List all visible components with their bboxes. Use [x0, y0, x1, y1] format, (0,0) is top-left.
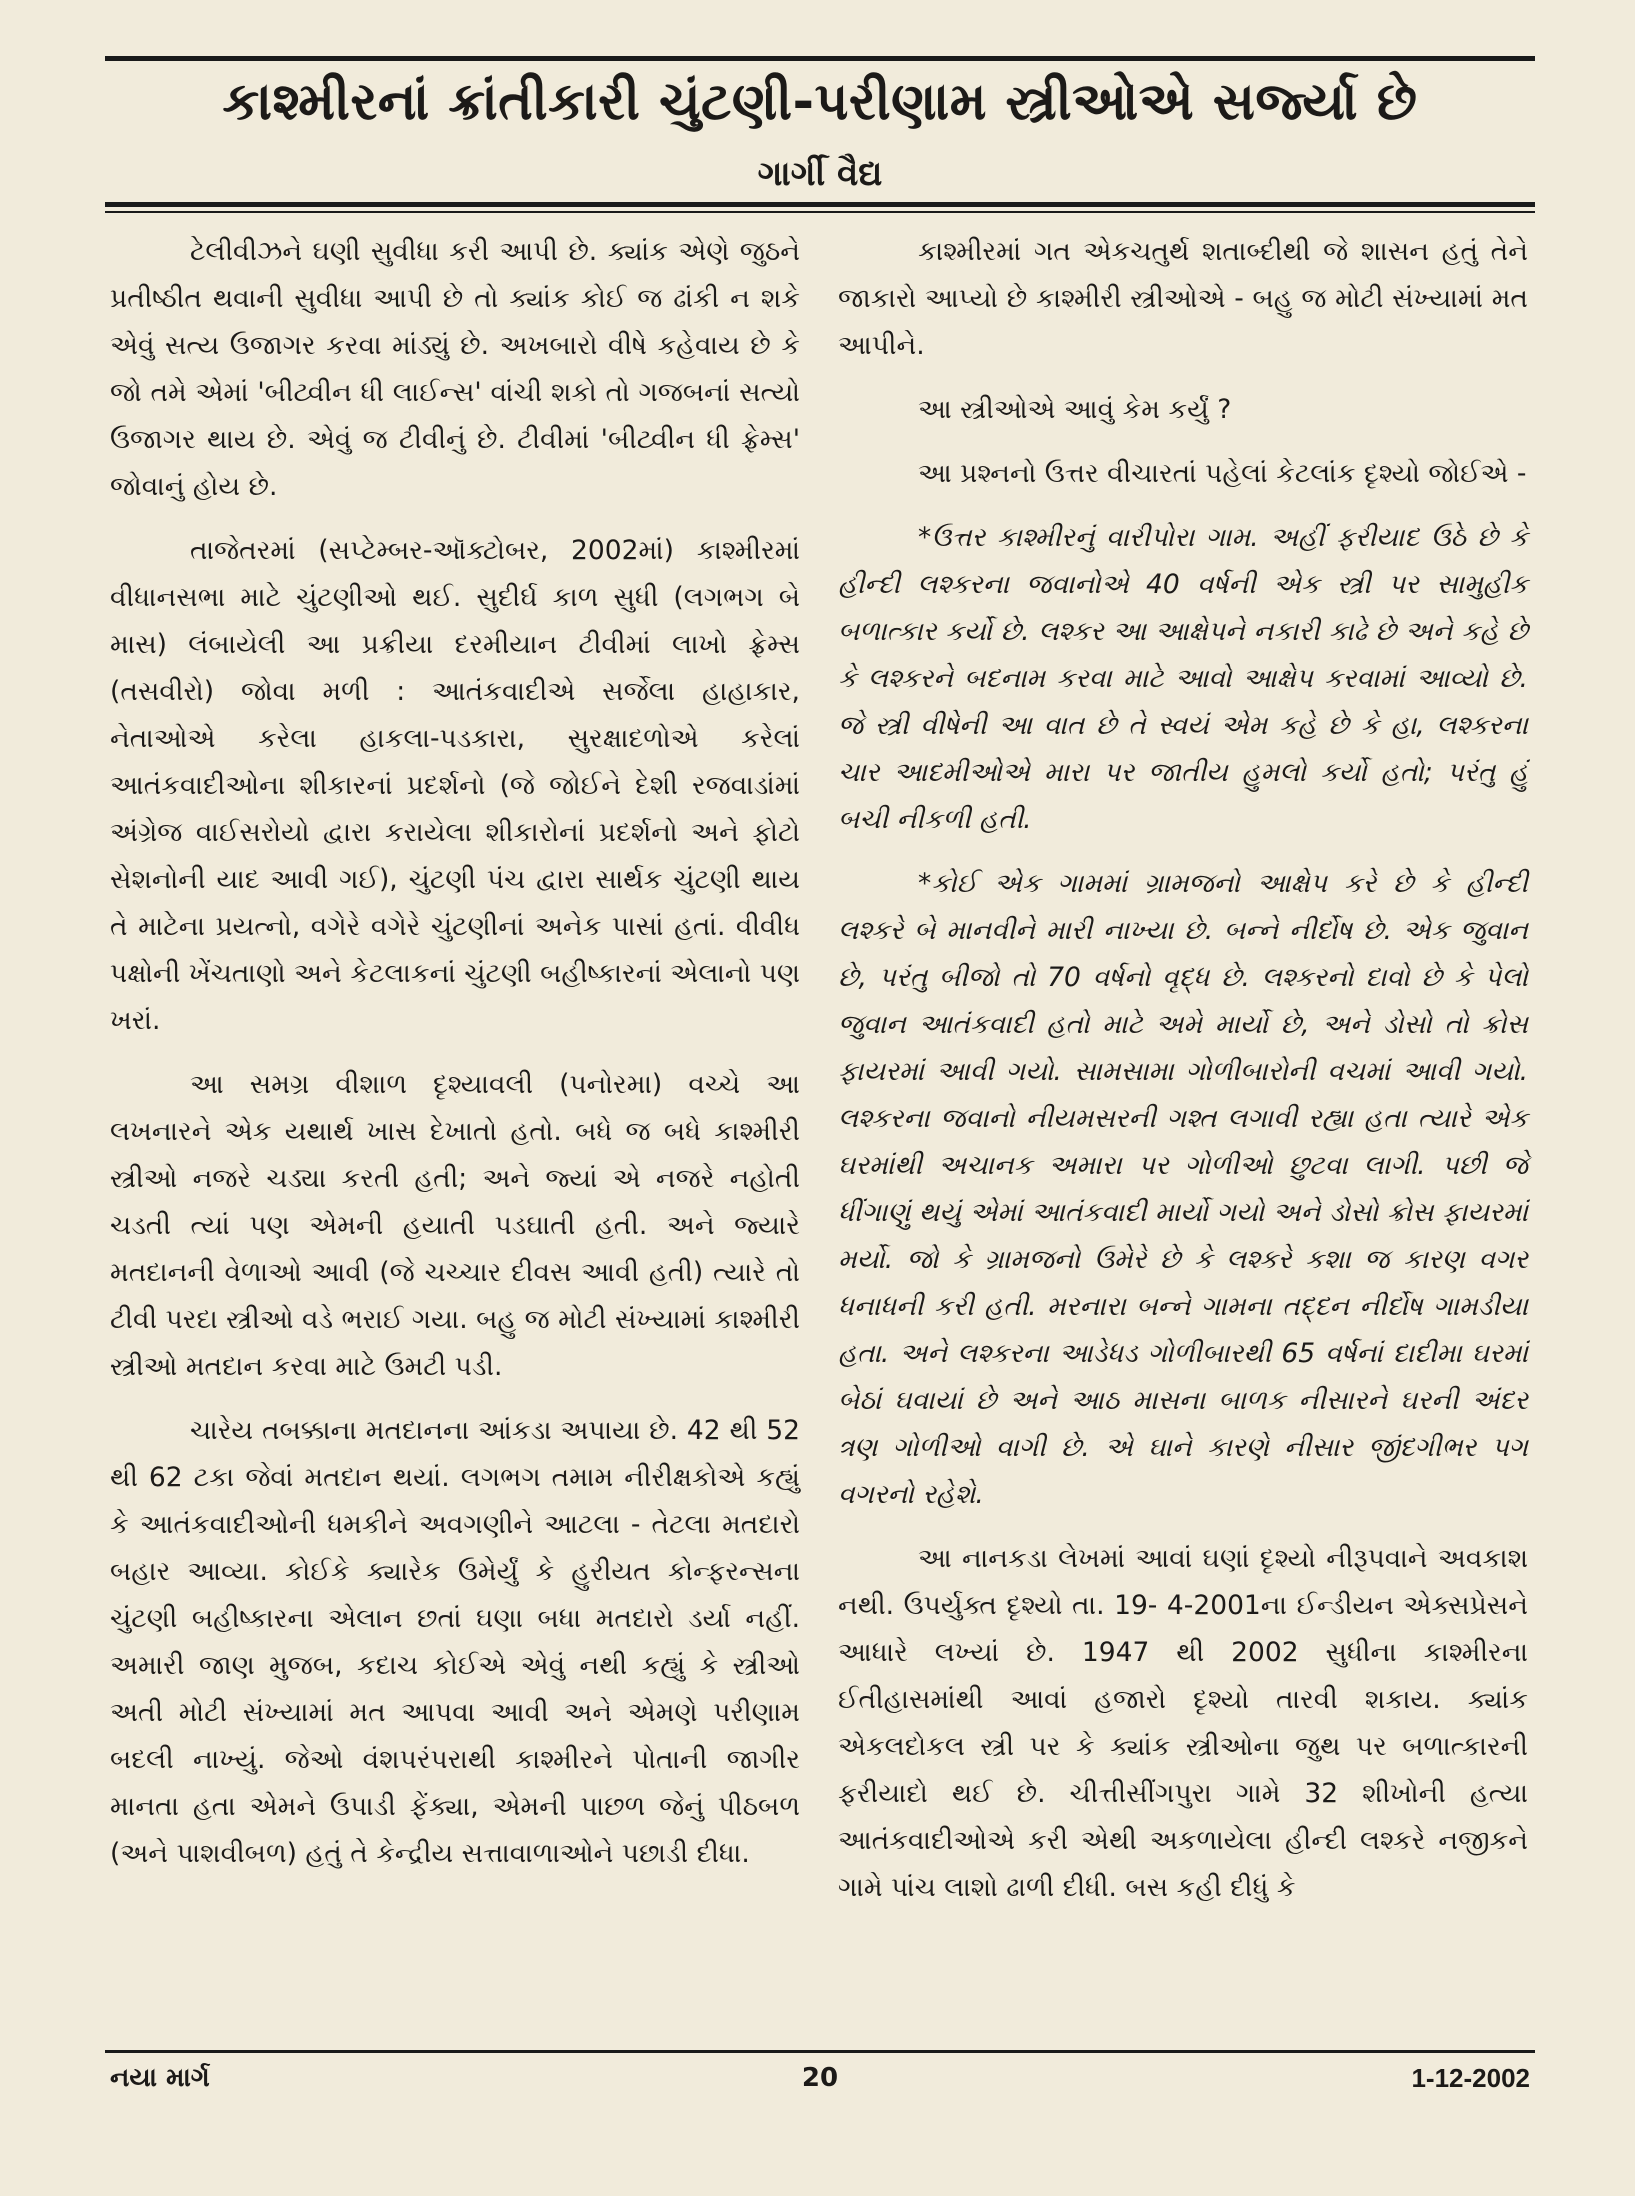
footer-date: 1-12-2002 [1411, 2063, 1530, 2093]
paragraph: ચારેય તબક્કાના મતદાનના આંકડા અપાયા છે. 42 થી 52 થી 62 ટકા જેવાં મતદાન થયાં. લગભગ તમામ નીરીક્ષકોએ કહ્યું કે આતંકવાદીઓની ધમકીને અવગણીને આટલા - તેટલા મતદારો બહાર આવ્યા. કોઈકે ક્યારેક ઉમેર્યું કે હુરીયત કોન્ફરન્સના ચુંટણી બહીષ્કારના એલાન છતાં ઘણા બધા મતદારો ડર્યા નહીં. અમારી જાણ મુજબ, કદાચ કોઈએ એવું નથી કહ્યું કે સ્ત્રીઓ અતી મોટી સંખ્યામાં મત આપવા આવી અને એમણે પરીણામ બદલી નાખ્યું. જેઓ વંશપરંપરાથી કાશ્મીરને પોતાની જાગીર માનતા હતા એમને ઉપાડી ફેંક્યા, એમની પાછળ જેનું પીઠબળ (અને પાશવીબળ) હતું તે કેન્દ્રીય સત્તાવાળાઓને પછાડી દીધા. [110, 1415, 800, 1869]
paragraph: આ સમગ્ર વીશાળ દૃશ્યાવલી (પનોરમા) વચ્ચે આ લખનારને એક યથાર્થ ખાસ દેખાતો હતો. બધે જ બધે કાશ્મીરી સ્ત્રીઓ નજરે ચડ્યા કરતી હતી; અને જ્યાં એ નજરે નહોતી ચડતી ત્યાં પણ એમની હયાતી પડઘાતી હતી. અને જ્યારે મતદાનની વેળાઓ આવી (જે ચચ્ચાર દીવસ આવી હતી) ત્યારે તો ટીવી પરદા સ્ત્રીઓ વડે ભરાઈ ગયા. બહુ જ મોટી સંખ્યામાં કાશ્મીરી સ્ત્રીઓ મતદાન કરવા માટે ઉમટી પડી. [110, 1069, 800, 1382]
paragraph: તાજેતરમાં (સપ્ટેમ્બર-ઑક્ટોબર, 2002માં) કાશ્મીરમાં વીધાનસભા માટે ચુંટણીઓ થઈ. સુદીર્ઘ કાળ સુધી (લગભગ બે માસ) લંબાયેલી આ પ્રક્રીયા દરમીયાન ટીવીમાં લાખો ફ્રેમ્સ (તસવીરો) જોવા મળી : આતંકવાદીએ સર્જેલા હાહાકાર, નેતાઓએ કરેલા હાકલા-પડકારા, સુરક્ષાદળોએ કરેલાં આતંકવાદીઓના શીકારનાં પ્રદર્શનો (જે જોઈને દેશી રજવાડાંમાં અંગ્રેજ વાઈસરોયો દ્વારા કરાયેલા શીકારોનાં પ્રદર્શનો અને ફોટો સેશનોની યાદ આવી ગઈ), ચુંટણી પંચ દ્વારા સાર્થક ચુંટણી થાય તે માટેના પ્રયત્નો, વગેરે વગેરે ચુંટણીનાં અનેક પાસાં હતાં. વીવીધ પક્ષોની ખેંચતાણો અને કેટલાકનાં ચુંટણી બહીષ્કારનાં એલાનો પણ ખરાં. [110, 535, 800, 1036]
article-title: કાશ્મીરનાં ક્રાંતીકારી ચુંટણી-પરીણામ સ્ત્રીઓએ સર્જ્યા છે [222, 72, 1418, 132]
header-rule-thin [105, 211, 1535, 213]
paragraph-scene: *કોઈ એક ગામમાં ગ્રામજનો આક્ષેપ કરે છે કે હીન્દી લશ્કરે બે માનવીને મારી નાખ્યા છે. બન્ને નીર્દોષ છે. એક જુવાન છે, પરંતુ બીજો તો 70 વર્ષનો વૃદ્ધ છે. લશ્કરનો દાવો છે કે પેલો જુવાન આતંકવાદી હતો માટે અમે માર્યો છે, અને ડોસો તો ક્રોસ ફાયરમાં આવી ગયો. સામસામા ગોળીબારોની વચમાં આવી ગયો. લશ્કરના જવાનો નીયમસરની ગશ્ત લગાવી રહ્યા હતા ત્યારે એક ઘરમાંથી અચાનક અમારા પર ગોળીઓ છુટવા લાગી. પછી જે ધીંગાણું થયું એમાં આતંકવાદી માર્યો ગયો અને ડોસો ક્રોસ ફાયરમાં મર્યો. જો કે ગ્રામજનો ઉમેરે છે કે લશ્કરે કશા જ કારણ વગર ધનાધની કરી હતી. મરનારા બન્ને ગામના તદ્દન નીર્દોષ ગામડીયા હતા. અને લશ્કરના આડેધડ ગોળીબારથી 65 વર્ષનાં દાદીમા ઘરમાં બેઠાં ઘવાયાં છે અને આઠ માસના બાળક નીસારને ઘરની અંદર ત્રણ ગોળીઓ વાગી છે. એ ઘાને કારણે નીસાર જીંદગીભર પગ વગરનો રહેશે. [838, 868, 1528, 1510]
paragraph-scene: *ઉત્તર કાશ્મીરનું વારીપોરા ગામ. અહીં ફરીયાદ ઉઠે છે કે હીન્દી લશ્કરના જવાનોએ 40 વર્ષની એક સ્ત્રી પર સામુહીક બળાત્કાર કર્યો છે. લશ્કર આ આક્ષેપને નકારી કાઢે છે અને કહે છે કે લશ્કરને બદનામ કરવા માટે આવો આક્ષેપ કરવામાં આવ્યો છે. જે સ્ત્રી વીષેની આ વાત છે તે સ્વયં એમ કહે છે કે હા, લશ્કરના ચાર આદમીઓએ મારા પર જાતીય હુમલો કર્યો હતો; પરંતુ હું બચી નીકળી હતી. [838, 522, 1528, 835]
footer-page-number: 20 [801, 2063, 839, 2093]
paragraph: ટેલીવીઝને ઘણી સુવીધા કરી આપી છે. ક્યાંક એણે જુઠને પ્રતીષ્ઠીત થવાની સુવીધા આપી છે તો ક્યાંક કોઈ જ ઢાંકી ન શકે એવું સત્ય ઉજાગર કરવા માંડ્યું છે. અખબારો વીષે કહેવાય છે કે જો તમે એમાં 'બીટ્વીન ધી લાઈન્સ' વાંચી શકો તો ગજબનાં સત્યો ઉજાગર થાય છે. એવું જ ટીવીનું છે. ટીવીમાં 'બીટ્વીન ધી ફ્રેમ્સ' જોવાનું હોય છે. [110, 236, 800, 502]
paragraph: કાશ્મીરમાં ગત એકચતુર્થ શતાબ્દીથી જે શાસન હતું તેને જાકારો આપ્યો છે કાશ્મીરી સ્ત્રીઓએ - બહુ જ મોટી સંખ્યામાં મત આપીને. [838, 236, 1528, 361]
footer-publication: નયા માર્ગ [110, 2063, 210, 2093]
header-rule-thick [105, 202, 1535, 207]
paragraph: આ નાનકડા લેખમાં આવાં ઘણાં દૃશ્યો નીરૂપવાને અવકાશ નથી. ઉપર્યુક્ત દૃશ્યો તા. 19- 4-2001ના ઈન્ડીયન એક્સપ્રેસને આધારે લખ્યાં છે. 1947 થી 2002 સુધીના કાશ્મીરના ઈતીહાસમાંથી આવાં હજારો દૃશ્યો તારવી શકાય. ક્યાંક એકલદોકલ સ્ત્રી પર કે ક્યાંક સ્ત્રીઓના જુથ પર બળાત્કારની ફરીયાદો થઈ છે. ચીત્તીસીંગપુરા ગામે 32 શીખોની હત્યા આતંકવાદીઓએ કરી એથી અકળાયેલા હીન્દી લશ્કરે નજીકને ગામે પાંચ લાશો ઢાળી દીધી. બસ કહી દીધું કે [838, 1543, 1528, 1903]
article-author: ગાર્ગી વૈદ્ય [757, 154, 883, 194]
right-column [838, 228, 1528, 1928]
paragraph: આ પ્રશ્નનો ઉત્તર વીચારતાં પહેલાં કેટલાંક દૃશ્યો જોઈએ - [918, 458, 1527, 489]
left-column [110, 228, 800, 1894]
top-rule [105, 56, 1535, 61]
footer-rule [105, 2050, 1535, 2053]
paragraph: આ સ્ત્રીઓએ આવું કેમ કર્યું ? [918, 394, 1232, 425]
